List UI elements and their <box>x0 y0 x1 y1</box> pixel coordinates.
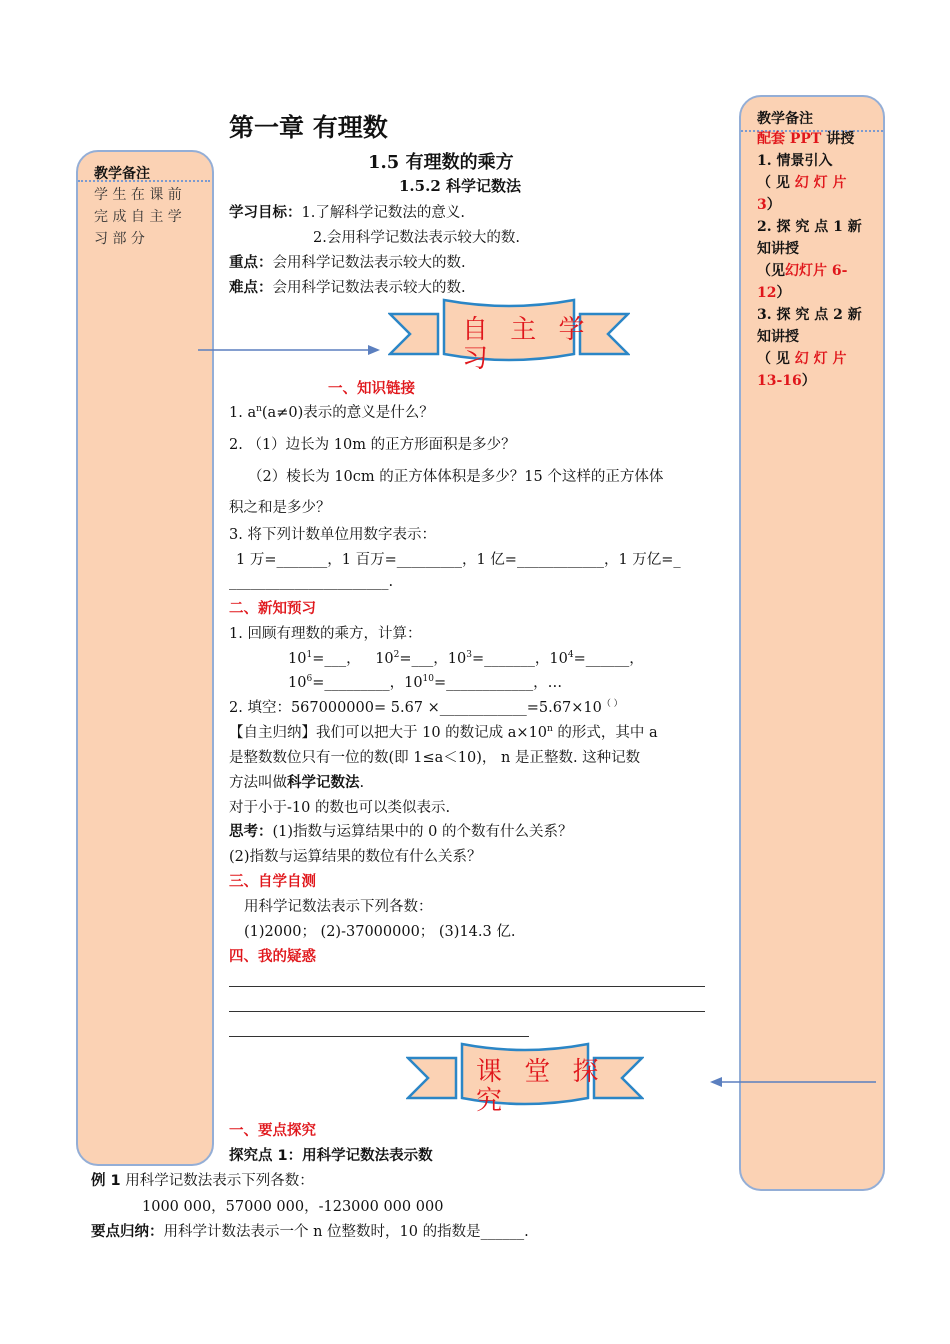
difficult-point-text: 会用科学记数法表示较大的数. <box>272 280 466 296</box>
slide-ref: 幻 灯 片 <box>794 351 847 367</box>
slide-ref: 幻灯片 6- <box>785 263 848 279</box>
slide-number: 3 <box>757 197 767 213</box>
objectives-label: 学习目标： <box>229 205 302 221</box>
answer-line <box>229 1036 529 1037</box>
banner-text: 习 <box>462 344 496 374</box>
difficult-point-label: 难点： <box>229 280 273 296</box>
banner-label <box>462 316 592 374</box>
key-point-text: 会用科学记数法表示较大的数. <box>272 255 466 271</box>
arrow-right-icon <box>196 342 382 358</box>
power-row-2 <box>288 671 562 692</box>
note-text: （ 见 <box>757 175 795 191</box>
power-row-1 <box>288 647 644 668</box>
blank: =___， <box>399 651 448 667</box>
ppt-label: 配套 PPT <box>757 131 822 147</box>
right-note-body <box>757 128 867 392</box>
part1-q3-blanks: 1 万=_______，1 百万=_________，1 亿=____________，1 万亿=_ <box>236 552 681 568</box>
slide-number: 12 <box>757 285 777 301</box>
negative-note: 对于小于-10 的数也可以类似表示. <box>229 800 451 816</box>
note-text: ） <box>766 197 781 213</box>
base: 10 <box>288 651 307 667</box>
term: 科学记数法 <box>287 775 360 791</box>
note-text: ） <box>801 373 816 389</box>
part1-q3: 3. 将下列计数单位用数字表示： <box>229 527 436 543</box>
text: 方法叫做 <box>229 775 287 791</box>
note-item-1: 1. 情景引入 <box>757 153 833 169</box>
example-numbers: 1000 000，57000 000，-123000 000 000 <box>142 1199 444 1215</box>
key-point-label: 重点： <box>229 255 273 271</box>
banner-text: 课 堂 探 <box>476 1057 606 1087</box>
note-text: 知讲授 <box>757 329 799 345</box>
text: 的形式，其中 a <box>552 725 658 741</box>
blank: =____________，… <box>434 675 563 691</box>
explore-point-1: 探究点 1：用科学记数法表示数 <box>229 1148 433 1164</box>
exponent-blank: （ ） <box>601 699 623 710</box>
blank: =_________， <box>312 675 405 691</box>
right-note-title: 教学备注 <box>757 111 813 127</box>
think-label: 思考： <box>229 824 273 840</box>
banner-text: 究 <box>476 1086 510 1116</box>
exponent: 2 <box>393 650 400 661</box>
difficult-point <box>229 276 466 297</box>
base: 10 <box>375 651 394 667</box>
left-note-line: 学 生 在 课 前 <box>94 187 182 203</box>
arrow-left-icon <box>708 1074 878 1090</box>
key-point <box>229 251 466 272</box>
part1-q2a: 2. （1）边长为 10m 的正方形面积是多少？ <box>229 437 516 453</box>
exponent: 4 <box>567 650 574 661</box>
part1-q1 <box>229 401 434 422</box>
slide-ref: 幻 灯 片 <box>794 175 847 191</box>
blank: =______， <box>573 651 644 667</box>
summary-line-2: 是整数数位只有一位的数(即 1≤a＜10)， n 是正整数. 这种记数 <box>229 750 641 766</box>
text: 用科学计数法表示一个 n 位整数时，10 的指数是______. <box>163 1224 529 1240</box>
note-item-3: 3. 探 究 点 2 新 <box>757 307 862 323</box>
left-note-line: 完 成 自 主 学 <box>94 209 182 225</box>
summary-line-1 <box>229 721 658 742</box>
text: . <box>359 775 365 791</box>
text: 【自主归纳】我们可以把大于 10 的数记成 a×10 <box>229 725 548 741</box>
think-line-2: (2)指数与运算结果的数位有什么关系？ <box>229 849 482 865</box>
part1-q2c: 积之和是多少？ <box>229 500 331 516</box>
banner-label <box>476 1058 606 1116</box>
blank: =_______， <box>471 651 550 667</box>
exponent: 3 <box>466 650 472 661</box>
note-text: （ 见 <box>757 351 795 367</box>
objective-1: 1.了解科学记数法的意义. <box>301 205 465 221</box>
banner-text: 自 主 学 <box>462 315 592 345</box>
exponent: 10 <box>422 674 434 685</box>
part1-q3-blanks-2: ______________________. <box>229 574 394 590</box>
part4-heading: 四、我的疑惑 <box>229 949 316 965</box>
text: (a≠0)表示的意义是什么？ <box>261 405 434 421</box>
superscript: n <box>256 404 262 415</box>
objective-2: 2.会用科学记数法表示较大的数. <box>313 230 520 246</box>
base: 10 <box>288 675 307 691</box>
base: 10 <box>549 651 568 667</box>
part3-intro: 用科学记数法表示下列各数： <box>244 899 433 915</box>
part1-heading: 一、知识链接 <box>328 381 415 397</box>
summary-line-3 <box>229 771 364 792</box>
explore-heading: 一、要点探究 <box>229 1123 316 1139</box>
part2-fill <box>229 696 623 717</box>
key-summary <box>91 1220 529 1241</box>
note-text: 知讲授 <box>757 241 799 257</box>
objectives <box>229 201 465 222</box>
think-line-1 <box>229 820 572 841</box>
part3-heading: 三、自学自测 <box>229 874 316 890</box>
teach-label: 讲授 <box>821 131 855 147</box>
blank: =___， <box>312 651 361 667</box>
exponent: 1 <box>306 650 313 661</box>
exponent: n <box>547 724 553 735</box>
slide-number: 13-16 <box>757 373 802 389</box>
part1-q2b: （2）棱长为 10cm 的正方体体积是多少？15 个这样的正方体体 <box>248 469 664 485</box>
answer-line <box>229 1011 705 1012</box>
chapter-title: 第一章 有理数 <box>229 113 388 142</box>
left-note-body <box>94 184 204 250</box>
text: 2. 填空：567000000= 5.67 ×____________=5.67×10 <box>229 700 602 716</box>
example-1 <box>91 1169 314 1190</box>
left-teaching-note-panel <box>76 150 214 1166</box>
part2-heading: 二、新知预习 <box>229 601 316 617</box>
base: 10 <box>447 651 467 667</box>
answer-line <box>229 986 705 987</box>
note-text: ） <box>776 285 791 301</box>
note-text: （见 <box>757 263 785 279</box>
note-item-2: 2. 探 究 点 1 新 <box>757 219 862 235</box>
left-note-line: 习 部 分 <box>94 231 145 247</box>
left-note-title: 教学备注 <box>94 166 150 182</box>
part3-items: (1)2000； (2)-37000000； (3)14.3 亿. <box>244 924 516 940</box>
text: 用科学记数法表示下列各数： <box>120 1173 314 1189</box>
example-label: 例 1 <box>91 1173 121 1189</box>
text: (1)指数与运算结果中的 0 的个数有什么关系？ <box>272 824 573 840</box>
base: 10 <box>404 675 423 691</box>
text: 1. a <box>229 405 257 421</box>
section-title: 1.5 有理数的乘方 <box>368 152 514 173</box>
exponent: 6 <box>306 674 313 685</box>
subsection-title: 1.5.2 科学记数法 <box>399 177 521 195</box>
summary-label: 要点归纳： <box>91 1224 164 1240</box>
part2-q1: 1. 回顾有理数的乘方，计算： <box>229 626 422 642</box>
